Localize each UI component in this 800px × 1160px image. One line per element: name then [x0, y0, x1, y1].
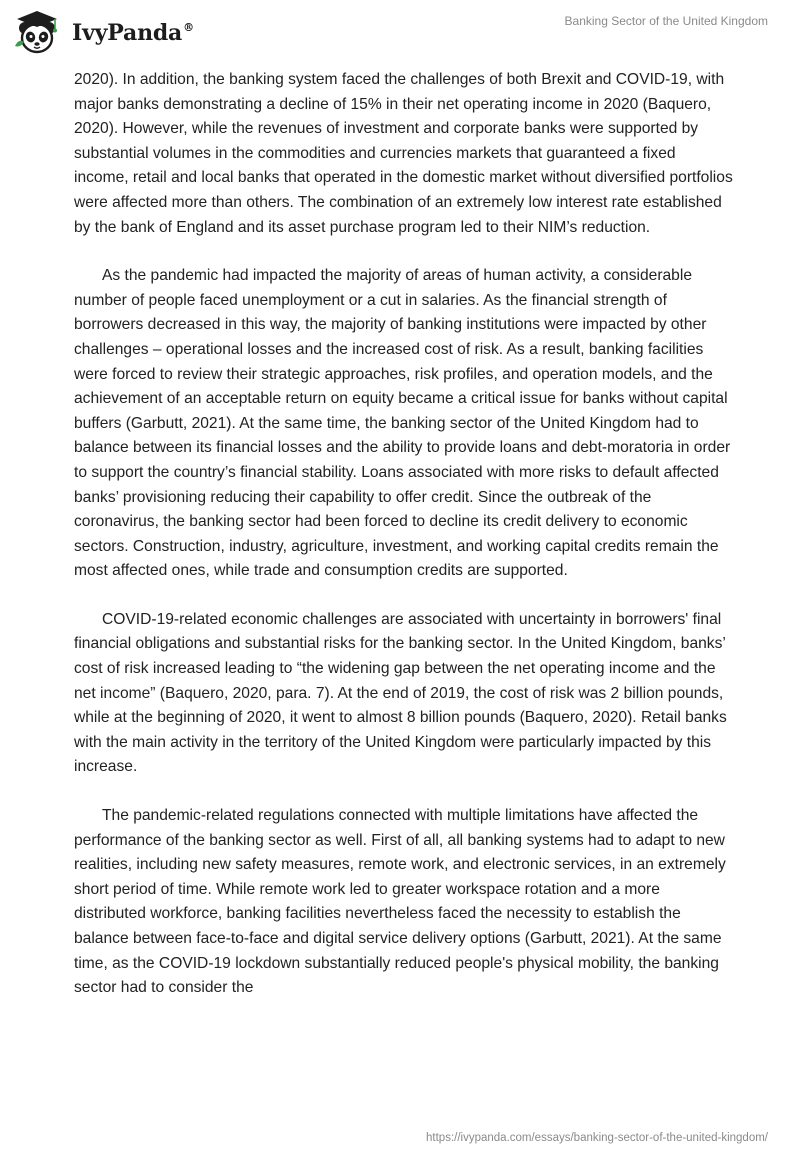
- source-url[interactable]: https://ivypanda.com/essays/banking-sector-of-the-united-kingdom/: [426, 1132, 768, 1144]
- panda-graduation-cap-icon: [12, 8, 66, 56]
- registered-mark: ®: [183, 21, 194, 34]
- document-title: Banking Sector of the United Kingdom: [564, 14, 768, 28]
- ivypanda-logo[interactable]: [12, 8, 194, 56]
- essay-body: [74, 68, 734, 1025]
- paragraph-2: As the pandemic had impacted the majority of areas of human activity, a considerable number of people faced unemployment or a cut in salaries. As the financial strength of borrowers decreased in this way, the majority of banking institutions were impacted by other challenges – operational losses and the increased cost of risk. As a result, banking facilities were forced to review their strategic approaches, risk profiles, and operation models, and the achievement of an acceptable return on equity became a critical issue for banks without capital buffers (Garbutt, 2021). At the same time, the banking sector of the United Kingdom had to balance between its financial losses and the ability to provide loans and debt-moratoria in order to support the country’s financial stability. Loans associated with more risks to default affected banks’ provisioning reducing their capability to offer credit. Since the outbreak of the coronavirus, the banking sector had been forced to decline its credit delivery to economic sectors. Construction, industry, agriculture, investment, and working capital credits remain the most affected ones, while trade and consumption credits are supported.: [74, 267, 731, 580]
- paragraph-4: The pandemic-related regulations connected with multiple limitations have affected the performance of the banking sector as well. First of all, all banking systems had to adapt to new realities, including new safety measures, remote work, and electronic services, in an extremely short period of time. While remote work led to greater workspace rotation and a more distributed workforce, banking facilities nevertheless faced the necessity to establish the balance between face-to-face and digital service delivery options (Garbutt, 2021). At the same time, as the COVID-19 lockdown substantially reduced people's physical mobility, the banking sector had to consider the: [74, 807, 726, 997]
- logo-wordmark: [72, 20, 194, 46]
- paragraph-3: COVID-19-related economic challenges are associated with uncertainty in borrowers' final financial obligations and substantial risks for the banking sector. In the United Kingdom, banks’ cost of risk increased leading to “the widening gap between the net operating income and the net income” (Baquero, 2020, para. 7). At the end of 2019, the cost of risk was 2 billion pounds, while at the beginning of 2020, it went to almost 8 billion pounds (Baquero, 2020). Retail banks with the main activity in the territory of the United Kingdom were particularly impacted by this increase.: [74, 610, 727, 776]
- paragraph-1: 2020). In addition, the banking system faced the challenges of both Brexit and COVID-19, with major banks demonstrating a decline of 15% in their net operating income in 2020 (Baquero, 2020). However, while the revenues of investment and corporate banks were supported by substantial volumes in the commodities and currencies markets that guaranteed a fixed income, retail and local banks that operated in the domestic market without diversified portfolios were affected more than others. The combination of an extremely low interest rate established by the bank of England and its asset purchase program led to their NIM’s reduction.: [74, 71, 733, 236]
- page-header: [0, 0, 800, 64]
- logo-text: IvyPanda: [72, 20, 183, 46]
